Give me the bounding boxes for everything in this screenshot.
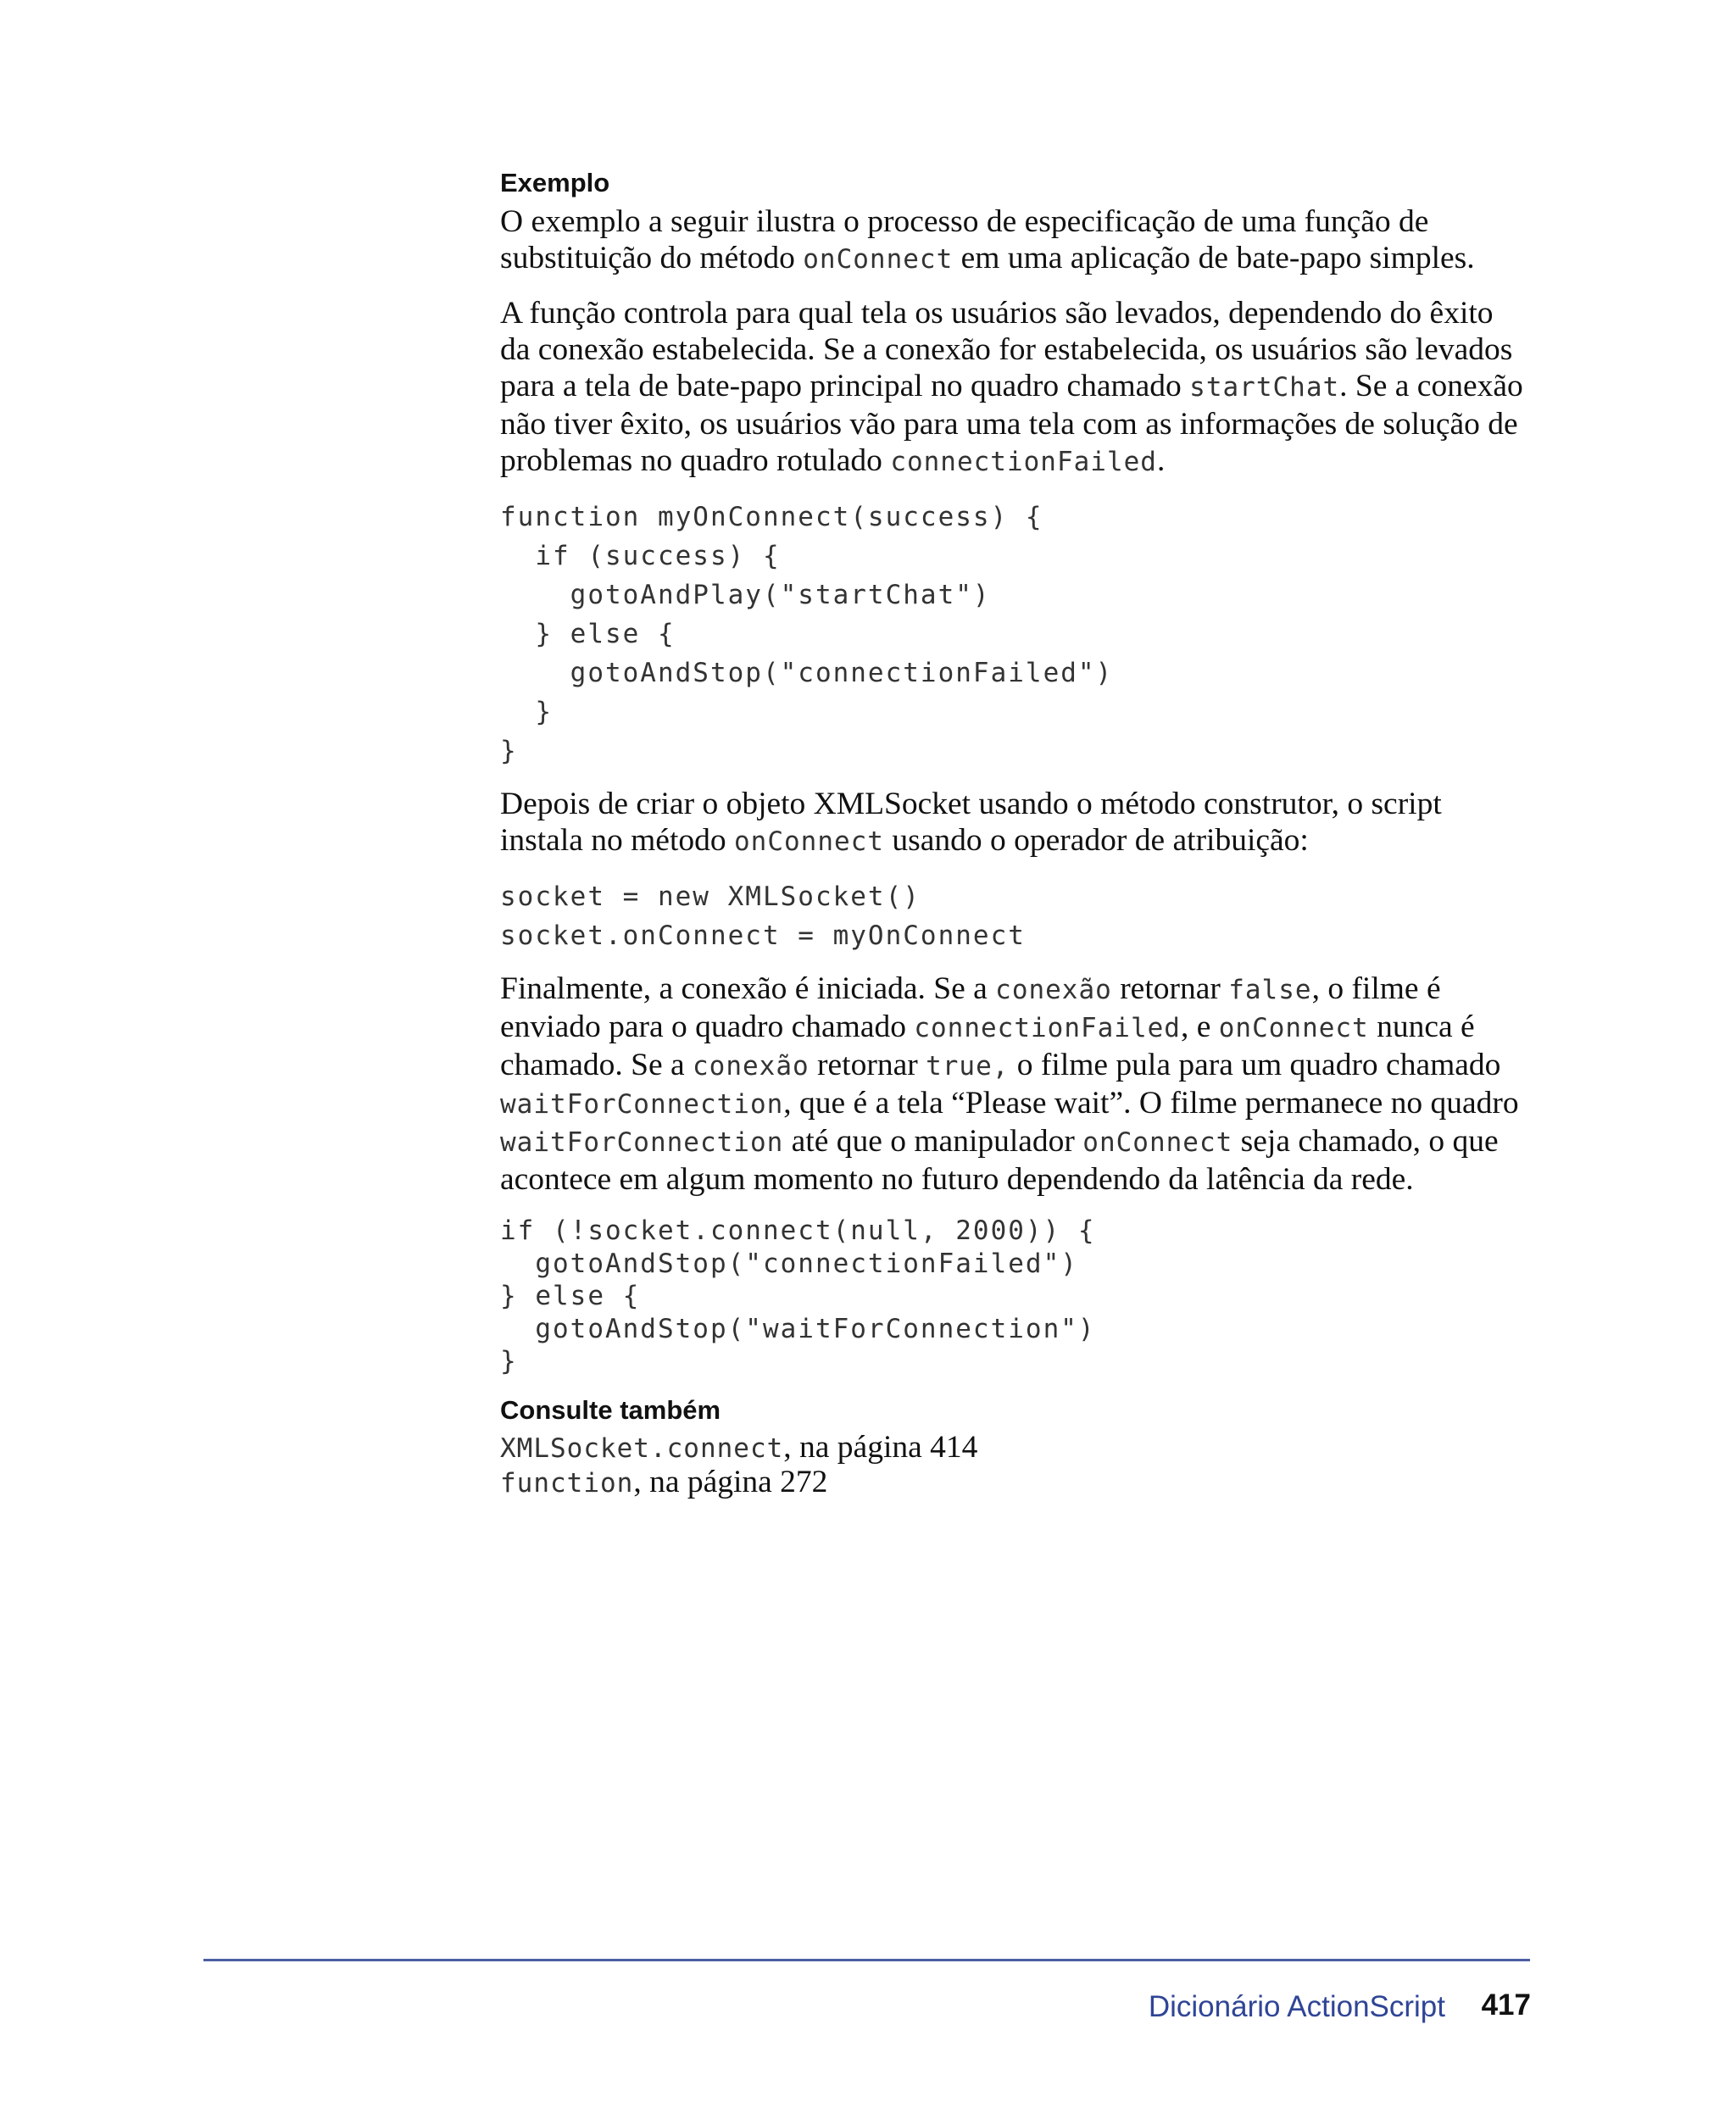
text-run: em uma aplicação de bate-papo simples.: [953, 241, 1475, 275]
code-line: }: [500, 697, 553, 727]
code-line: if (success) {: [500, 541, 781, 571]
text-run: Finalmente, a conexão é iniciada. Se a: [500, 971, 996, 1006]
text-run: . Se a conexão não tiver êxito, os usuários vão para uma tela com as informações de solução de problemas no quadro rotulado: [500, 369, 1523, 478]
footer-title: Dicionário ActionScript: [1148, 1990, 1445, 2023]
code-line: } else {: [500, 619, 676, 649]
text-run: .: [1156, 443, 1166, 478]
text-run: , o filme é enviado para o quadro chamado: [500, 971, 1441, 1044]
code-line: gotoAndStop("waitForConnection"): [500, 1313, 1096, 1344]
code-line: gotoAndStop("connectionFailed"): [500, 658, 1114, 688]
inline-code: connectionFailed: [890, 447, 1157, 477]
page-number: 417: [1481, 1988, 1531, 2022]
inline-code: true,: [926, 1051, 1010, 1082]
inline-code: waitForConnection: [500, 1089, 784, 1120]
code-line: }: [500, 1346, 518, 1377]
paragraph-function-description: [500, 295, 1527, 481]
ref-code: function: [500, 1467, 634, 1499]
inline-code: onConnect: [803, 244, 954, 275]
paragraph-install-handler: [500, 786, 1527, 860]
code-block-socket-setup: [500, 877, 1527, 955]
code-block-myonconnect: [500, 498, 1527, 770]
text-run: até que o manipulador: [783, 1124, 1083, 1159]
section-heading-example: Exemplo: [500, 168, 610, 197]
see-also-ref[interactable]: [500, 1466, 1527, 1500]
text-run: , e: [1180, 1009, 1219, 1044]
ref-text: , na página 414: [783, 1429, 978, 1465]
inline-code: conexão: [995, 975, 1112, 1005]
code-line: } else {: [500, 1281, 641, 1311]
text-run: , que é a tela “Please wait”. O filme permanece no quadro: [783, 1086, 1519, 1121]
text-run: usando o operador de atribuição:: [883, 823, 1309, 858]
code-line: gotoAndStop("connectionFailed"): [500, 1248, 1078, 1279]
code-line: socket = new XMLSocket(): [500, 882, 921, 912]
see-also-ref[interactable]: [500, 1431, 1527, 1466]
text-run: nunca é chamado. Se a: [500, 1009, 1475, 1082]
inline-code: onConnect: [1082, 1127, 1233, 1158]
see-also-list: [500, 1431, 1527, 1500]
inline-code: connectionFailed: [914, 1013, 1181, 1043]
inline-code: conexão: [693, 1051, 810, 1082]
code-line: function myOnConnect(success) {: [500, 502, 1043, 532]
code-block-connect: [500, 1215, 1527, 1378]
inline-code: waitForConnection: [500, 1127, 784, 1158]
see-also-heading: Consulte também: [500, 1394, 721, 1425]
text-run: retornar: [809, 1048, 926, 1082]
ref-text: , na página 272: [633, 1464, 828, 1499]
text-run: retornar: [1111, 971, 1229, 1006]
paragraph-intro: [500, 203, 1527, 278]
inline-code: false: [1228, 975, 1312, 1005]
code-line: }: [500, 736, 518, 766]
text-run: O exemplo a seguir ilustra o processo de especificação de uma função de substituição do método: [500, 204, 1429, 275]
main-content: [500, 168, 1527, 1500]
code-line: socket.onConnect = myOnConnect: [500, 920, 1026, 951]
inline-code: startChat: [1189, 372, 1340, 403]
paragraph-connection-start: [500, 971, 1527, 1198]
text-run: seja chamado, o que acontece em algum momento no futuro dependendo da latência da rede.: [500, 1124, 1499, 1197]
code-line: gotoAndPlay("startChat"): [500, 580, 991, 610]
inline-code: onConnect: [734, 826, 884, 857]
text-run: Depois de criar o objeto XMLSocket usando o método construtor, o script instala no método: [500, 787, 1442, 858]
ref-code: XMLSocket.connect: [500, 1432, 784, 1464]
inline-code: onConnect: [1218, 1013, 1369, 1043]
code-line: if (!socket.connect(null, 2000)) {: [500, 1215, 1096, 1246]
footer-rule: [203, 1959, 1530, 1961]
text-run: A função controla para qual tela os usuários são levados, dependendo do êxito da conexão estabelecida. Se a conexão for estabelecida, os usuários são levados para a tela de bate-papo principal no quadro chamado: [500, 296, 1513, 403]
text-run: o filme pula para um quadro chamado: [1009, 1048, 1501, 1082]
